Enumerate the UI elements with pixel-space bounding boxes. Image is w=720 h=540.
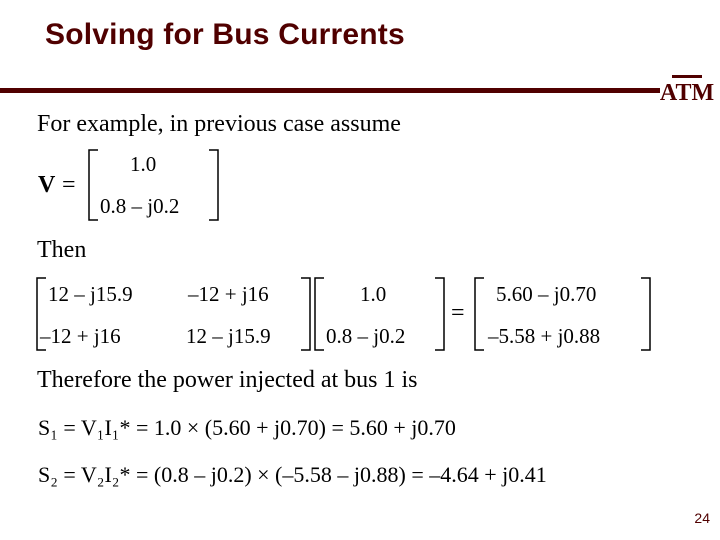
matrix-cell: –12 + j16 [40,324,121,348]
title-rule [0,88,660,93]
aggie-logo-icon [659,73,715,107]
matrix-cell: 12 – j15.9 [186,324,271,348]
vector-left-bracket [314,278,326,350]
page-number: 24 [694,510,710,526]
v-vector-entry: 0.8 – j0.2 [100,194,180,218]
result-right-bracket [640,278,652,350]
matrix-cell: –12 + j16 [188,282,269,306]
v-equals: = [62,172,76,198]
then-text: Then [37,237,87,263]
vector-cell: 1.0 [360,282,387,306]
intro-text: For example, in previous case assume [37,111,401,137]
therefore-text: Therefore the power injected at bus 1 is [37,367,418,393]
result-left-bracket [474,278,486,350]
slide-title: Solving for Bus Currents [45,18,405,51]
v-left-bracket [88,150,100,220]
equals-sign: = [451,300,465,326]
matrix-right-bracket [300,278,312,350]
vector-right-bracket [434,278,446,350]
v-right-bracket [208,150,220,220]
power-equation-1: S₁ = V₁I₁* = 1.0 × (5.60 + j0.70) = 5.60 + j0.70 [38,415,456,440]
vector-cell: 0.8 – j0.2 [326,324,406,348]
result-cell: 5.60 – j0.70 [496,282,597,306]
result-cell: –5.58 + j0.88 [488,324,601,348]
v-label: V [38,172,56,198]
matrix-cell: 12 – j15.9 [48,282,133,306]
v-vector-entry: 1.0 [130,152,157,176]
logo-text: ATM [659,80,715,106]
power-equation-2: S₂ = V₂I₂* = (0.8 – j0.2) × (–5.58 – j0.88) = –4.64 + j0.41 [38,462,547,487]
